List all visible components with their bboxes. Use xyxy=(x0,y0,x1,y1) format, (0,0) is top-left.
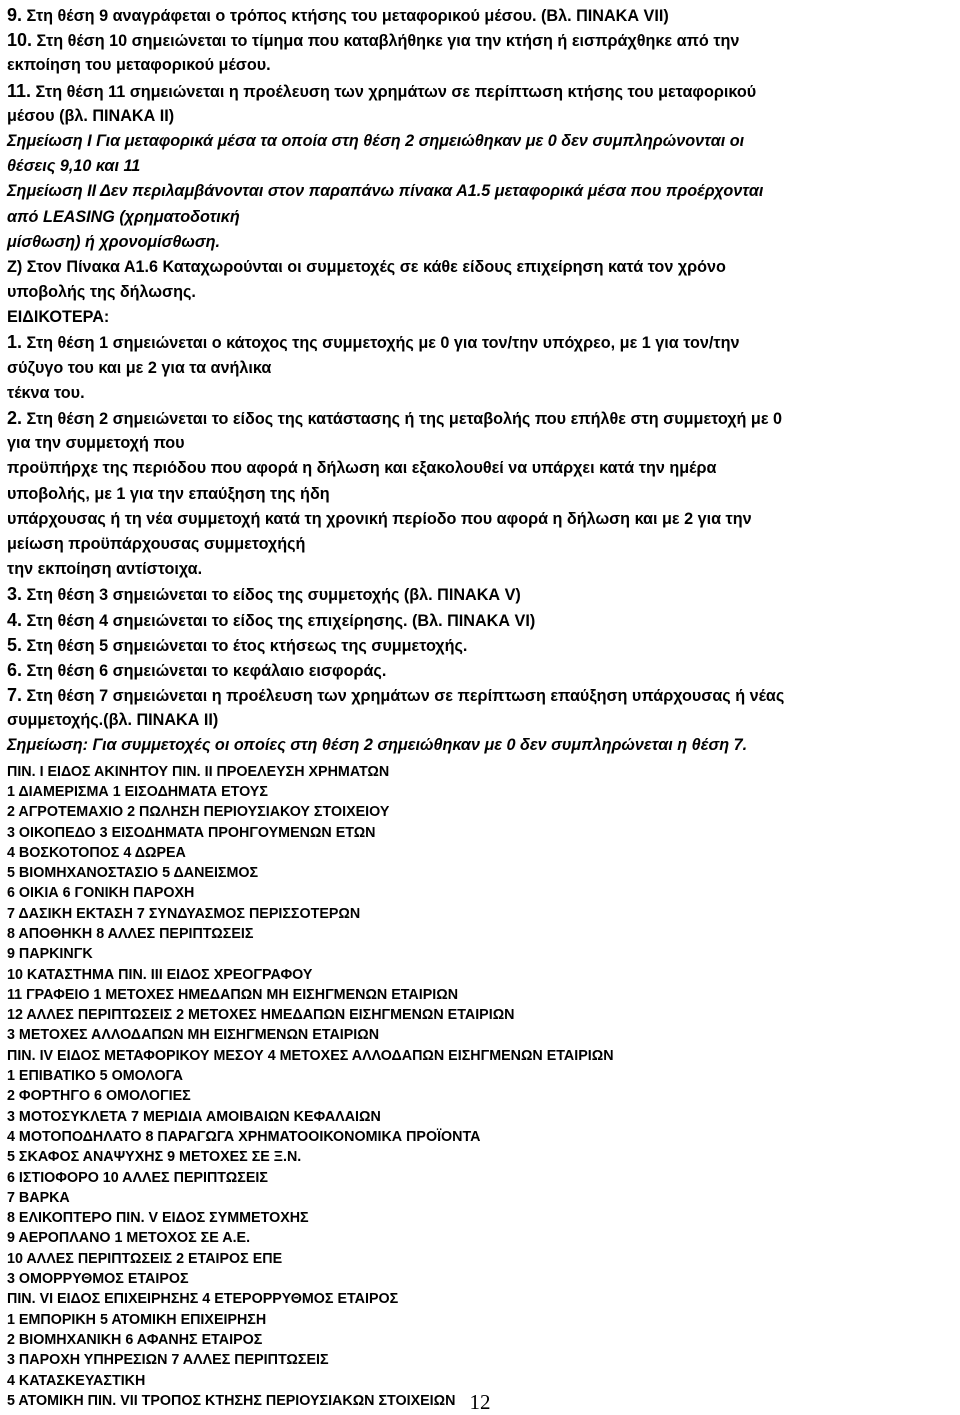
line-text: Στη θέση 11 σημειώνεται η προέλευση των χρημάτων σε περίπτωση κτήσης του μεταφορικού xyxy=(31,82,757,101)
table-line: 4 ΚΑΤΑΣΚΕΥΑΣΤΙΚΗ xyxy=(7,1372,146,1389)
line-text: Στη θέση 7 σημειώνεται η προέλευση των χρημάτων σε περίπτωση επαύξηση υπάρχουσας ή νέας xyxy=(22,687,785,706)
table-line: 6 ΟΙΚΙΑ 6 ΓΟΝΙΚΗ ΠΑΡΟΧΗ xyxy=(7,885,195,902)
item-number: 9. xyxy=(7,5,23,25)
line-text: για την συμμετοχή που xyxy=(7,434,185,453)
table-line: 4 ΜΟΤΟΠΟΔΗΛΑΤΟ 8 ΠΑΡΑΓΩΓΑ ΧΡΗΜΑΤΟΟΙΚΟΝΟΜΙΚΑ ΠΡΟΪΟΝΤΑ xyxy=(7,1128,481,1145)
text-line xyxy=(7,305,955,330)
table-line: 9 ΑΕΡΟΠΛΑΝΟ 1 ΜΕΤΟΧΟΣ ΣΕ Α.Ε. xyxy=(7,1230,251,1247)
text-line xyxy=(7,179,955,204)
table-line: 3 ΟΜΟΡΡΥΘΜΟΣ ΕΤΑΙΡΟΣ xyxy=(7,1271,189,1288)
line-text: ΕΙΔΙΚΟΤΕΡΑ: xyxy=(7,308,110,327)
text-line xyxy=(7,356,955,381)
item-number: 10. xyxy=(7,30,33,51)
table-line: 2 ΒΙΟΜΗΧΑΝΙΚΗ 6 ΑΦΑΝΗΣ ΕΤΑΙΡΟΣ xyxy=(7,1331,263,1348)
table-line: 11 ΓΡΑΦΕΙΟ 1 ΜΕΤΟΧΕΣ ΗΜΕΔΑΠΩΝ ΜΗ ΕΙΣΗΓΜΕΝΩΝ ΕΤΑΙΡΙΩΝ xyxy=(7,986,459,1003)
line-text: Σημείωση Ι Για μεταφορικά μέσα τα οποία στη θέση 2 σημειώθηκαν με 0 δεν συμπληρώνονται οι xyxy=(7,131,745,150)
table-line: ΠΙΝ. VI ΕΙΔΟΣ ΕΠΙΧΕΙΡΗΣΗΣ 4 ΕΤΕΡΟΡΡΥΘΜΟΣ ΕΤΑΙΡΟΣ xyxy=(7,1291,399,1308)
text-line xyxy=(7,456,955,481)
table-line: 3 ΜΕΤΟΧΕΣ ΑΛΛΟΔΑΠΩΝ ΜΗ ΕΙΣΗΓΜΕΝΩΝ ΕΤΑΙΡΙΩΝ xyxy=(7,1027,380,1044)
text-line xyxy=(7,582,955,607)
text-line xyxy=(7,104,955,129)
line-text: Στη θέση 1 σημειώνεται ο κάτοχος της συμμετοχής με 0 για τον/την υπόχρεο, με 1 για τον/την xyxy=(22,334,740,353)
line-text: υποβολής της δήλωσης. xyxy=(7,283,196,302)
text-line xyxy=(7,3,955,28)
item-number: 11. xyxy=(7,80,32,101)
table-line: 3 ΜΟΤΟΣΥΚΛΕΤΑ 7 ΜΕΡΙΔΙΑ ΑΜΟΙΒΑΙΩΝ ΚΕΦΑΛΑΙΩΝ xyxy=(7,1108,381,1125)
table-line: 9 ΠΑΡΚΙΝΓΚ xyxy=(7,946,93,963)
table-line: 1 ΔΙΑΜΕΡΙΣΜΑ 1 ΕΙΣΟΔΗΜΑΤΑ ΕΤΟΥΣ xyxy=(7,783,268,800)
line-text: προϋπήρχε της περιόδου που αφορά η δήλωση και εξακολουθεί να υπάρχει κατά την ημέρα xyxy=(7,459,717,478)
table-line: 8 ΕΛΙΚΟΠΤΕΡΟ ΠΙΝ. V ΕΙΔΟΣ ΣΥΜΜΕΤΟΧΗΣ xyxy=(7,1210,309,1227)
text-line xyxy=(7,532,955,557)
text-line xyxy=(7,507,955,532)
code-tables-section xyxy=(7,762,955,1412)
instructions-section xyxy=(7,3,955,759)
line-text: μείωση προϋπάρχουσας συμμετοχήςή xyxy=(7,534,306,553)
line-text: Στη θέση 4 σημειώνεται το είδος της επιχείρησης. (Βλ. ΠΙΝΑΚΑ VI) xyxy=(22,611,536,630)
table-line: ΠΙΝ. IV ΕΙΔΟΣ ΜΕΤΑΦΟΡΙΚΟΥ ΜΕΣΟΥ 4 ΜΕΤΟΧΕΣ ΑΛΛΟΔΑΠΩΝ ΕΙΣΗΓΜΕΝΩΝ ΕΤΑΙΡΙΩΝ xyxy=(7,1047,614,1064)
text-line xyxy=(7,733,955,758)
text-line xyxy=(7,28,955,53)
table-line: 7 ΒΑΡΚΑ xyxy=(7,1189,70,1206)
table-line: 7 ΔΑΣΙΚΗ ΕΚΤΑΣΗ 7 ΣΥΝΔΥΑΣΜΟΣ ΠΕΡΙΣΣΟΤΕΡΩΝ xyxy=(7,905,361,922)
line-text: συμμετοχής.(βλ. ΠΙΝΑΚΑ ΙΙ) xyxy=(7,711,219,730)
item-number: 3. xyxy=(7,584,23,605)
line-text: Στη θέση 10 σημειώνεται το τίμημα που καταβλήθηκε για την κτήση ή εισπράχθηκε από την xyxy=(32,32,740,51)
table-line: 10 ΚΑΤΑΣΤΗΜΑ ΠΙΝ. ΙΙΙ ΕΙΔΟΣ ΧΡΕΟΓΡΑΦΟΥ xyxy=(7,966,313,983)
item-number: 6. xyxy=(7,659,23,680)
text-line xyxy=(7,79,955,104)
table-line: 5 ΒΙΟΜΗΧΑΝΟΣΤΑΣΙΟ 5 ΔΑΝΕΙΣΜΟΣ xyxy=(7,865,259,882)
line-text: εκποίηση του μεταφορικού μέσου. xyxy=(7,56,271,75)
text-line xyxy=(7,381,955,406)
line-text: Ζ) Στον Πίνακα Α1.6 Καταχωρούνται οι συμμετοχές σε κάθε είδους επιχείρηση κατά τον χρόνο xyxy=(7,257,726,276)
line-text: υπάρχουσας ή τη νέα συμμετοχή κατά τη χρονική περίοδο που αφορά η δήλωση και με 2 για την xyxy=(7,509,752,528)
line-text: την εκποίηση αντίστοιχα. xyxy=(7,560,203,579)
text-line xyxy=(7,53,955,78)
table-line: 3 ΟΙΚΟΠΕΔΟ 3 ΕΙΣΟΔΗΜΑΤΑ ΠΡΟΗΓΟΥΜΕΝΩΝ ΕΤΩΝ xyxy=(7,824,376,841)
line-text: από LEASING (χρηματοδοτική xyxy=(7,207,240,226)
item-number: 2. xyxy=(7,408,23,428)
line-text: μέσου (βλ. ΠΙΝΑΚΑ ΙΙ) xyxy=(7,106,175,125)
page-number: 12 xyxy=(469,1390,491,1414)
item-number: 7. xyxy=(7,685,23,706)
table-line: 1 ΕΠΙΒΑΤΙΚΟ 5 ΟΜΟΛΟΓΑ xyxy=(7,1068,184,1085)
table-line: 10 ΑΛΛΕΣ ΠΕΡΙΠΤΩΣΕΙΣ 2 ΕΤΑΙΡΟΣ ΕΠΕ xyxy=(7,1250,283,1267)
table-line: 12 ΑΛΛΕΣ ΠΕΡΙΠΤΩΣΕΙΣ 2 ΜΕΤΟΧΕΣ ΗΜΕΔΑΠΩΝ ΕΙΣΗΓΜΕΝΩΝ ΕΤΑΙΡΙΩΝ xyxy=(7,1007,515,1024)
text-line xyxy=(7,708,955,733)
table-line: 8 ΑΠΟΘΗΚΗ 8 ΑΛΛΕΣ ΠΕΡΙΠΤΩΣΕΙΣ xyxy=(7,926,254,942)
item-number: 1. xyxy=(7,332,23,353)
text-line xyxy=(7,431,955,456)
line-text: σύζυγο του και με 2 για τα ανήλικα xyxy=(7,358,272,377)
line-text: Στη θέση 5 σημειώνεται το έτος κτήσεως της συμμετοχής. xyxy=(22,636,468,655)
text-line xyxy=(7,205,955,230)
text-line xyxy=(7,129,955,154)
table-line: 2 ΑΓΡΟΤΕΜΑΧΙΟ 2 ΠΩΛΗΣΗ ΠΕΡΙΟΥΣΙΑΚΟΥ ΣΤΟΙΧΕΙΟΥ xyxy=(7,804,390,821)
line-text: τέκνα του. xyxy=(7,383,85,402)
table-line: 2 ΦΟΡΤΗΓΟ 6 ΟΜΟΛΟΓΙΕΣ xyxy=(7,1088,191,1105)
line-text: θέσεις 9,10 και 11 xyxy=(7,157,141,176)
table-line: ΠΙΝ. Ι ΕΙΔΟΣ ΑΚΙΝΗΤΟΥ ΠΙΝ. ΙΙ ΠΡΟΕΛΕΥΣΗ ΧΡΗΜΑΤΩΝ xyxy=(7,763,390,780)
table-line: 6 ΙΣΤΙΟΦΟΡΟ 10 ΑΛΛΕΣ ΠΕΡΙΠΤΩΣΕΙΣ xyxy=(7,1169,268,1186)
line-text: Σημείωση: Για συμμετοχές οι οποίες στη θέση 2 σημειώθηκαν με 0 δεν συμπληρώνεται η θέση 7. xyxy=(7,736,748,755)
line-text: Σημείωση ΙΙ Δεν περιλαμβάνονται στον παραπάνω πίνακα Α1.5 μεταφορικά μέσα που προέρχονται xyxy=(7,182,764,201)
line-text: Στη θέση 9 αναγράφεται ο τρόπος κτήσης του μεταφορικού μέσου. (Βλ. ΠΙΝΑΚΑ VII) xyxy=(22,7,669,25)
table-line: 5 ΑΤΟΜΙΚΗ ΠΙΝ. VII ΤΡΟΠΟΣ ΚΤΗΣΗΣ ΠΕΡΙΟΥΣΙΑΚΩΝ ΣΤΟΙΧΕΙΩΝ xyxy=(7,1392,456,1409)
table-line: 4 ΒΟΣΚΟΤΟΠΟΣ 4 ΔΩΡΕΑ xyxy=(7,844,186,861)
text-line xyxy=(7,658,955,683)
item-number: 4. xyxy=(7,609,23,630)
table-line: 1 ΕΜΠΟΡΙΚΗ 5 ΑΤΟΜΙΚΗ ΕΠΙΧΕΙΡΗΣΗ xyxy=(7,1311,267,1328)
text-line xyxy=(7,406,955,431)
text-line xyxy=(7,280,955,305)
line-text: Στη θέση 6 σημειώνεται το κεφάλαιο εισφοράς. xyxy=(22,661,387,680)
text-line xyxy=(7,557,955,582)
table-line: 5 ΣΚΑΦΟΣ ΑΝΑΨΥΧΗΣ 9 ΜΕΤΟΧΕΣ ΣΕ Ξ.Ν. xyxy=(7,1149,302,1166)
text-line xyxy=(7,230,955,255)
line-text: υποβολής, με 1 για την επαύξηση της ήδη xyxy=(7,484,330,503)
table-line: 3 ΠΑΡΟΧΗ ΥΠΗΡΕΣΙΩΝ 7 ΑΛΛΕΣ ΠΕΡΙΠΤΩΣΕΙΣ xyxy=(7,1352,329,1369)
document-body xyxy=(7,3,955,1411)
line-text: Στη θέση 2 σημειώνεται το είδος της κατάστασης ή της μεταβολής που επήλθε στη συμμετοχή με 0 xyxy=(22,410,783,428)
text-line xyxy=(7,154,955,179)
text-line xyxy=(7,683,955,708)
line-text: μίσθωση) ή χρονομίσθωση. xyxy=(7,232,221,251)
text-line xyxy=(7,482,955,507)
line-text: Στη θέση 3 σημειώνεται το είδος της συμμετοχής (βλ. ΠΙΝΑΚΑ V) xyxy=(22,586,521,605)
text-line xyxy=(7,633,955,658)
text-line xyxy=(7,608,955,633)
item-number: 5. xyxy=(7,634,23,655)
text-line xyxy=(7,255,955,280)
text-line xyxy=(7,330,955,355)
